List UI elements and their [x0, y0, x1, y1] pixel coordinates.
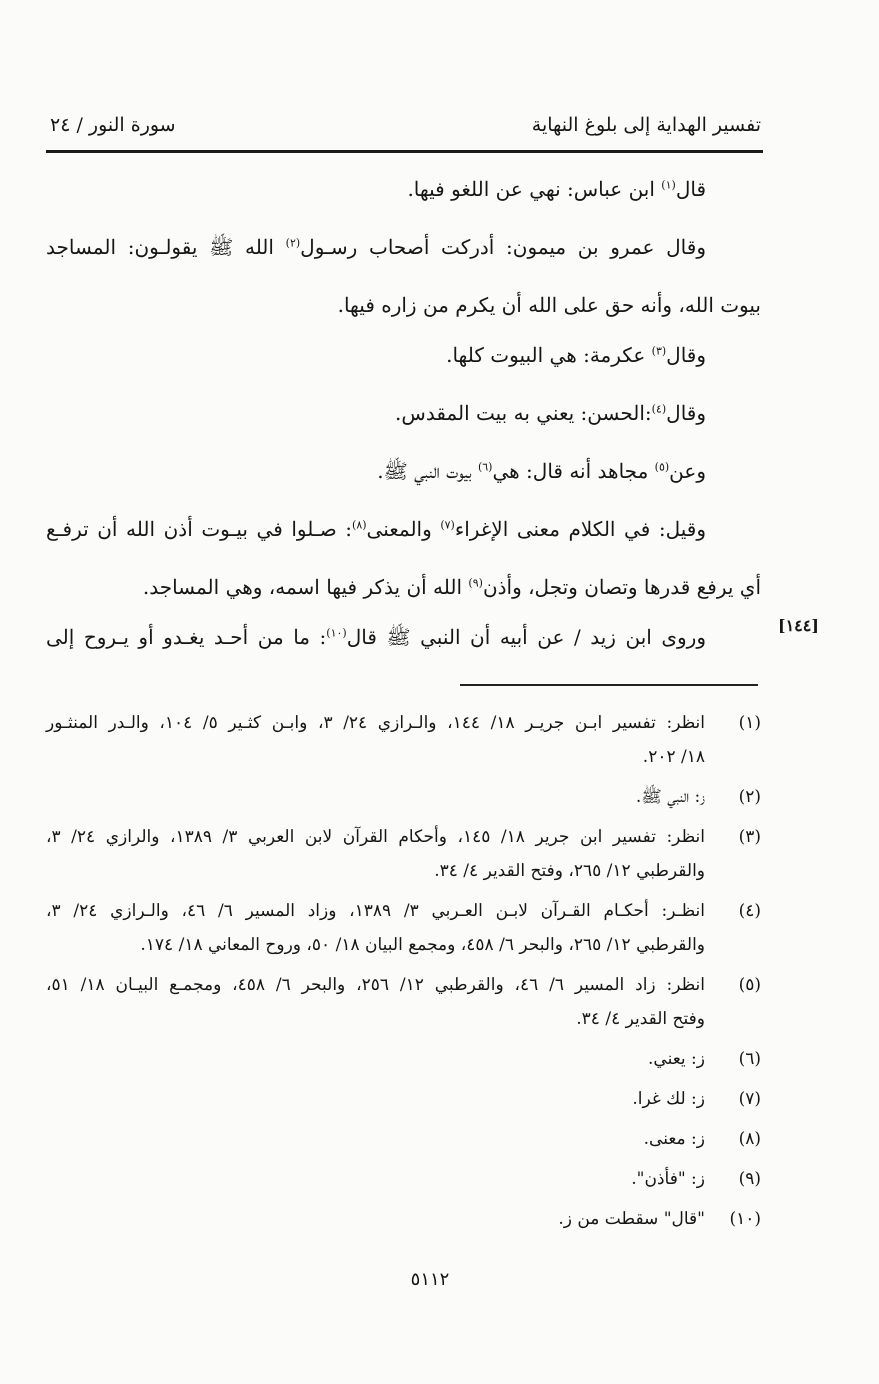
- footnote-item: [46, 780, 761, 814]
- footnote-ref: (٧): [440, 518, 455, 532]
- footnote-number: (٨): [738, 1129, 761, 1149]
- text-span: عكرمة: هي البيوت كلها.: [446, 343, 652, 367]
- footnote-item: [46, 820, 761, 888]
- footnote-ref: (١): [661, 178, 676, 192]
- footnote-item: [46, 1122, 761, 1156]
- main-text: [46, 168, 761, 674]
- footnote-ref: (٦): [477, 460, 493, 474]
- text-span: وعن: [669, 459, 706, 483]
- footnote-number: (٦): [738, 1049, 761, 1069]
- footnote-text: [46, 706, 705, 774]
- running-header-book-title: تفسير الهداية إلى بلوغ النهاية: [531, 114, 761, 136]
- text-line: [46, 168, 761, 226]
- footnote-number: (٥): [738, 975, 761, 995]
- text-line: [46, 226, 761, 284]
- text-span: الله ﷺ يقولـون: المساجد: [46, 235, 286, 259]
- footnote-line: انظر: تفسير ابن جرير ١٨/ ١٤٥، وأحكام القرآن لابن العربي ٣/ ١٣٨٩، والرازي ٢٤/ ٣،: [46, 827, 705, 847]
- footnote-text: [46, 894, 705, 962]
- text-span: وقال عمرو بن ميمون: أدركت أصحاب رسـول: [300, 235, 706, 259]
- footnote-line: ز: النبي ﷺ.: [635, 787, 705, 807]
- footnote-line: ز: يعني.: [648, 1049, 705, 1069]
- text-span: بيوت النبي ﷺ.: [377, 459, 478, 483]
- text-line: [46, 508, 761, 566]
- text-span: وقال: [666, 401, 706, 425]
- header-rule: [46, 150, 763, 153]
- text-span: وقال: [666, 343, 706, 367]
- footnote-line: وفتح القدير ٤/ ٣٤.: [576, 1009, 705, 1029]
- footnote-number: (٣): [738, 827, 761, 847]
- footnote-ref: (٤): [651, 402, 667, 416]
- footnote-text: [46, 1082, 705, 1116]
- running-header-surah: سورة النور / ٢٤: [50, 114, 176, 136]
- text-span: الله أن يذكر فيها اسمه، وهي المساجد.: [142, 575, 469, 599]
- footnote-line: انظـر: أحكـام القـرآن لابـن العـربي ٣/ ١٣٨٩، وزاد المسير ٦/ ٤٦، والـرازي ٢٤/ ٣،: [46, 901, 705, 921]
- footnote-text: [46, 1122, 705, 1156]
- footnote-number: (٧): [738, 1089, 761, 1109]
- footnote-number: (٩): [738, 1169, 761, 1189]
- footnote-number: (٤): [738, 901, 761, 921]
- text-span: : صـلوا في بيـوت أذن الله أن ترفـع: [46, 517, 353, 541]
- footnotes: [46, 706, 761, 1242]
- footnote-line: ز: "فأذن".: [631, 1169, 705, 1189]
- footnote-ref: (٣): [651, 344, 667, 358]
- text-span: قال: [675, 177, 706, 201]
- footnote-item: [46, 894, 761, 962]
- footnote-ref: (٨): [352, 518, 367, 532]
- text-span: وقيل: في الكلام معنى الإغراء: [454, 517, 706, 541]
- text-span: ابن عباس: نهي عن اللغو فيها.: [407, 177, 662, 201]
- page-number: ٥١١٢: [410, 1269, 450, 1290]
- text-line: [46, 616, 761, 674]
- footnote-line: انظر: تفسير ابـن جريـر ١٨/ ١٤٤، والـرازي ٢٤/ ٣، وابـن كثـير ٥/ ١٠٤، والـدر المنثـور: [46, 713, 705, 733]
- footnote-item: [46, 1082, 761, 1116]
- footnote-ref: (٥): [654, 460, 670, 474]
- footnote-item: [46, 1202, 761, 1236]
- footnote-line: ز: لك غرا.: [632, 1089, 705, 1109]
- footnote-number: (١): [738, 713, 761, 733]
- footnote-line: والقرطبي ١٢/ ٢٦٥، وفتح القدير ٤/ ٣٤.: [434, 861, 705, 881]
- text-span: أي يرفع قدرها وتصان وتجل، وأذن: [482, 575, 761, 599]
- footnote-text: [46, 780, 705, 814]
- footnote-text: [46, 1202, 705, 1236]
- margin-page-marker: [١٤٤]: [778, 616, 819, 635]
- footnote-item: [46, 1042, 761, 1076]
- footnote-line: "قال" سقطت من ز.: [558, 1209, 705, 1229]
- text-span: : ما من أحـد يغـدو أو يـروح إلى: [46, 625, 327, 649]
- footnote-text: [46, 1042, 705, 1076]
- text-line: [46, 450, 761, 508]
- text-line: [46, 566, 761, 616]
- text-span: مجاهد أنه قال: هي: [492, 459, 655, 483]
- text-span: والمعنى: [366, 517, 441, 541]
- footnote-item: [46, 1162, 761, 1196]
- footnote-number: (١٠): [729, 1209, 761, 1229]
- text-line: [46, 392, 761, 450]
- footnote-item: [46, 706, 761, 774]
- footnote-text: [46, 820, 705, 888]
- text-line: [46, 334, 761, 392]
- footnote-ref: (٢): [285, 236, 301, 250]
- footnote-text: [46, 968, 705, 1036]
- footnote-ref: (٩): [468, 576, 483, 590]
- text-span: بيوت الله، وأنه حق على الله أن يكرم من زاره فيها.: [337, 293, 761, 317]
- footnote-line: انظر: زاد المسير ٦/ ٤٦، والقرطبي ١٢/ ٢٥٦، والبحر ٦/ ٤٥٨، ومجمـع البيـان ١٨/ ٥١،: [46, 975, 706, 995]
- text-span: :الحسن: يعني به بيت المقدس.: [395, 401, 652, 425]
- footnote-number: (٢): [738, 787, 761, 807]
- footnote-item: [46, 968, 761, 1036]
- footnote-ref: (١٠): [326, 626, 347, 640]
- footnote-text: [46, 1162, 705, 1196]
- footnote-line: ١٨/ ٢٠٢.: [642, 747, 705, 767]
- footnote-line: ز: معنى.: [643, 1129, 705, 1149]
- footnote-separator: [460, 684, 758, 686]
- footnote-line: والقرطبي ١٢/ ٢٦٥، والبحر ٦/ ٤٥٨، ومجمع البيان ١٨/ ٥٠، وروح المعاني ١٨/ ١٧٤.: [140, 935, 705, 955]
- text-line: [46, 284, 761, 334]
- text-span: وروى ابن زيد / عن أبيه أن النبي ﷺ قال: [346, 625, 706, 649]
